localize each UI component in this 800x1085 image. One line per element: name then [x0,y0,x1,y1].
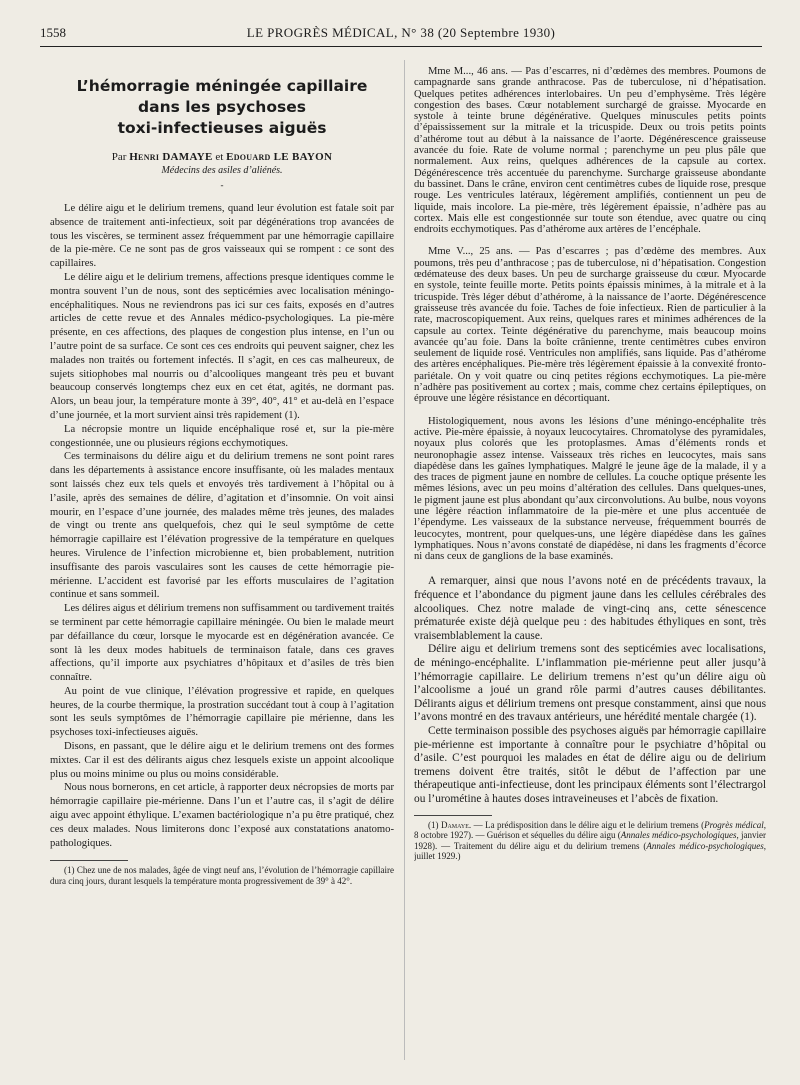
footnote-text: , janvier 1928). — Traitement du délire aigu et du delirium tremens ( [414,830,766,851]
body-paragraph: Cette terminaison possible des psychoses aiguës par hémorragie capillaire pie-mérienne est importante à connaître pour le psychiatre d’hôpital ou d’asile. C’est pourquoi les malades en état de délire aigu ou de delirium tremens doivent être traités, sitôt le début de l’affection par une thérapeutique anti-infectieuse, dont les principaux éléments sont l’électrargol ou l’urométine à hautes doses intraveineuses et l’abcès de fixation. [414,725,766,805]
title-line: L’hémorragie méningée capillaire [76,77,368,95]
footnote-citation: Annales médico-psychologiques [620,830,737,841]
byline-prefix: Par [111,151,127,163]
body-paragraph: La nécropsie montre un liquide encéphalique rosé et, sur la pie-mère congestionnée, une ou plusieurs régions ecchymotiques. [50,423,394,449]
running-header [40,25,762,45]
histology-paragraph: Histologiquement, nous avons les lésions d’une méningo-encéphalite très active. Pie-mère épaissie, à noyaux leucocytaires. Chromatolyse des pyramidales, noyaux plus colorés que les protoplasmes. Amas d’éléments ronds et neuronophagie assez intense. Vaisseaux très riches en leucocytes, mais sans diapédèse dans les gaînes lymphatiques. Malgré le jeune âge de la malade, il y a des traces de pigment jaune en nombre de cellules. La couche optique présente les mêmes lésions, avec un peu moins d’altération des cellules. Dans quelques-unes, le pigment jaune est plus abondant qu’aux circonvolutions. Au bulbe, nous voyons une légère réaction inflammatoire de la pie-mère et une plus accentuée de l’épendyme. Les vaisseaux de la substance nerveuse, fréquemment bourrés de leucocytes, montrent, pour quelques-uns, une légère diapédèse dans les gaînes lymphatiques. Nous n’avons constaté de diapédèse, ni dans les fragments d’écorce ni dans ceux de ganglions de la base examinés. [414,415,766,563]
footnote: (1) Chez une de nos malades, âgée de vingt neuf ans, l’évolution de l’hémorragie capillaire dura cinq jours, durant lesquels la température monta progressivement de 39° à 42°. [50,865,394,887]
case-report: Mme M..., 46 ans. — Pas d’escarres, ni d’œdèmes des membres. Poumons de campagnarde sans grande anthracose. Pas de tuberculose, ni d’hépatisation. Quelques petites adhérences interlobaires. Un peu d’emphysème. Très légère congestion des bases. Cœur notablement surchargé de graisse. Myocarde en systole à teinte brune dégénérative. Quelques minuscules petits points d’épaississement sur la mitrale et la tricuspide. Deux ou trois petits points d’athérome tout au début à la naissance de l’aorte. Dégénérescence graisseuse avancée du foie. Rate de volume normal ; parenchyme un peu plus pâle que normalement. Aux reins, quelques adhérences de la capsule au cortex. Dégénérescence très accentuée du parenchyme. Surcharge graisseuse abondante du bassinet. Dans le crâne, environ cent centimètres cubes de liquide rose, presque rouge. Les ventricules latéraux, légèrement amplifiés, contiennent un peu de liquide, mais incolore. La pie-mère, très légèrement épaissie, n’adhère pas au cortex. Mais elle est congestionnée sur toute son étendue, avec quatre ou cinq endroits ecchymotiques. Pas d’athérome aux artères de l’encéphale. [414,66,766,236]
body-paragraph: Les délires aigus et délirium tremens non suffisamment ou tardivement traités se terminent par cette hémorragie capillaire méningée. Ou bien le malade meurt par défaillance du cœur, lorsque le myocarde est en dégénération avancée. Ce sont là les deux modes habituels de terminaison fatale, dans ces graves affections, qu’il importe aux psychiatres d’hôpitaux et d’asiles de très bien connaître. [50,603,394,684]
body-paragraph: Disons, en passant, que le délire aigu et le delirium tremens ont des formes mixtes. Car il est des délirants aigus chez lesquels existe un appoint alcoolique plus ou moins minime ou plus ou moins considérable. [50,741,394,780]
body-paragraph: A remarquer, ainsi que nous l’avons noté en de précédents travaux, la fréquence et l’abondance du pigment jaune dans les cellules cérébrales des alcooliques. Chez notre malade de vingt-cinq ans, cette sénescence prématurée existe déjà quelque peu : des habitudes éthyliques en sont, très vraisemblablement la cause. [414,575,766,642]
footnote-text: , juillet 1929.) [414,840,766,862]
footnote-marker: (1) [428,819,441,830]
footnote-rule [50,860,128,861]
footnote-rule [414,815,492,816]
body-paragraph: Délire aigu et delirium tremens sont des septicémies avec localisations, de méningo-encéphalite. L’inflammation pie-mérienne peut aller jusqu’à l’hémorragie capillaire. Le delirium tremens n’est qu’un délire aigu où l’alcoolisme a joué un grand rôle parmi d’autres causes débilitantes. Délirants aigus et délirium tremens ont presque constamment, ainsi que nous l’avons montré en des travaux antérieurs, une hérédité mentale chargée (1). [414,643,766,724]
article-title [50,76,394,139]
body-paragraph: Au point de vue clinique, l’élévation progressive et rapide, en quelques heures, de la courbe thermique, la prostration succédant tout à coup à l’agitation sont les seuls symptômes de l’hémorragie capillaire pie mérienne, dans les psychoses toxi-infectieuses aiguës. [50,685,394,739]
author-name: Henri DAMAYE [129,151,213,163]
body-paragraph: Le délire aigu et le delirium tremens, quand leur évolution est fatale soit par absence de traitement anti-infectieux, soit par dégénérations trop avancées de tous les viscères, se terminent assez fréquemment par une hémorragie capillaire de la pie-mère. Ce ne sont pas de gros vaisseaux qui se rompent : ce sont des capillaires. [50,203,394,270]
byline-conjunction: et [215,151,224,163]
footnote-text: , 8 octobre 1927). — Guérison et séquelles du délire aigu ( [414,819,766,841]
left-column [50,76,394,1066]
footnote-citation: Progrès médical [704,819,764,830]
footnote [414,820,766,862]
column-divider [404,60,405,1060]
body-paragraph: Le délire aigu et le delirium tremens, affections presque identiques comme le montra souvent l’un de nous, sont des septicémies avec localisation méningo-encéphalitiques. Nous ne reviendrons pas ici sur ces faits, exposés en d’autres articles de cette revue et des Annales médico-psychologiques. La pie-mère présente, en ces affections, des plaques de congestion plus intense, en l’un ou l’autre point de sa surface. Ce sont ces ces endroits qui peuvent saigner, chez les malades non traités ou fortement infectés. Il s’agit, en ces cas malheureux, de sujets sitiophobes mal nourris ou d’alcooliques mangeant très peu et buvant beaucoup conservés longtemps chez eux en cet état, agités, ne dormant pas. Alors, un beau jour, la température monte à 39°, 40°, 41° et au-delà en l’espace d’une journée, et la mort survient ainsi très rapidement (1). [50,271,394,421]
footnote-author: Damaye [440,819,469,830]
page-number: 1558 [40,25,66,40]
byline [50,151,394,163]
footnote-citation: Annales médico-psychologiques [646,840,764,851]
title-line: dans les psychoses [138,98,306,116]
header-rule [40,46,762,47]
title-separator: - [220,180,224,190]
body-paragraph: Ces terminaisons du délire aigu et du delirium tremens ne sont point rares dans les départements à assistance encore insuffisante, où les malades mentaux sont laissés chez eux tels quels et envoyés très tardivement à l’hôpital ou à l’asile, après des semaines de délire, d’agitation et d’insomnie. On voit ainsi mourir, en l’espace d’une journée, des malades même très jeunes, des malades de vingt ou trente ans quelquefois, chez qui le seul symptôme de cette hémorragie capillaire est l’élévation progressive de la température en quelques heures. Virulence de l’infection microbienne et, bien probablement, nutrition insuffisante des parois vasculaires sont les causes de cette hémorragie pie-mérienne. L’accident est favorisé par les efforts musculaires de l’agitation continue et sans sommeil. [50,451,394,601]
body-paragraph: Nous nous bornerons, en cet article, à rapporter deux nécropsies de morts par hémorragie capillaire pie-mérienne. Dans l’un et l’autre cas, il s’agit de délire aigu avec appoint éthylique. L’examen bactériologique n’a pu être pratiqué, chez ces deux malades. Nous limiterons donc l’exposé aux constatations anatomo-pathologiques. [50,782,394,849]
journal-title: LE PROGRÈS MÉDICAL, N° 38 (20 Septembre 1930) [246,25,556,40]
author-affiliation: Médecins des asiles d’aliénés. [161,165,283,176]
case-report: Mme V..., 25 ans. — Pas d’escarres ; pas d’œdème des membres. Aux poumons, très peu d’anthracose ; pas de tuberculose, ni d’hépatisation. Congestion œdémateuse des deux bases. Un peu de surcharge graisseuse du cœur. Myocarde en systole, teinte feuille morte. Petits points épaissis minimes, à la mitrale et à la tricuspide. Très léger début d’athérome, à la naissance de l’aorte. Dégénérescence graisseuse très avancée du foie. Taches de foie infectieux. Rien de particulier à la rate, macroscopiquement. Aux reins, quelques rares et minimes adhérences de la capsule au cortex. Teinte dégénérative du parenchyme, mais beaucoup moins avancée qu’au foie. Dans la boîte crânienne, trente centimètres cubes environ seulement de liquide rosé. Ventricules non amplifiés, sans liquide. Pas d’athérome des artères encéphaliques. Pie-mère très légèrement épaissie à la convexité fronto-pariétale. On y voit quatre ou cinq petites régions ecchymotiques. La pie-mère n’adhère pas positivement au cortex ; mais, comme chez certains épileptiques, on éprouve une légère résistance en décortiquant. [414,246,766,405]
footnote-text: . — La prédisposition dans le délire aigu et le delirium tremens ( [468,819,705,830]
author-name: Edouard LE BAYON [226,151,333,163]
title-line: toxi-infectieuses aiguës [117,119,327,137]
right-column [414,66,766,1066]
